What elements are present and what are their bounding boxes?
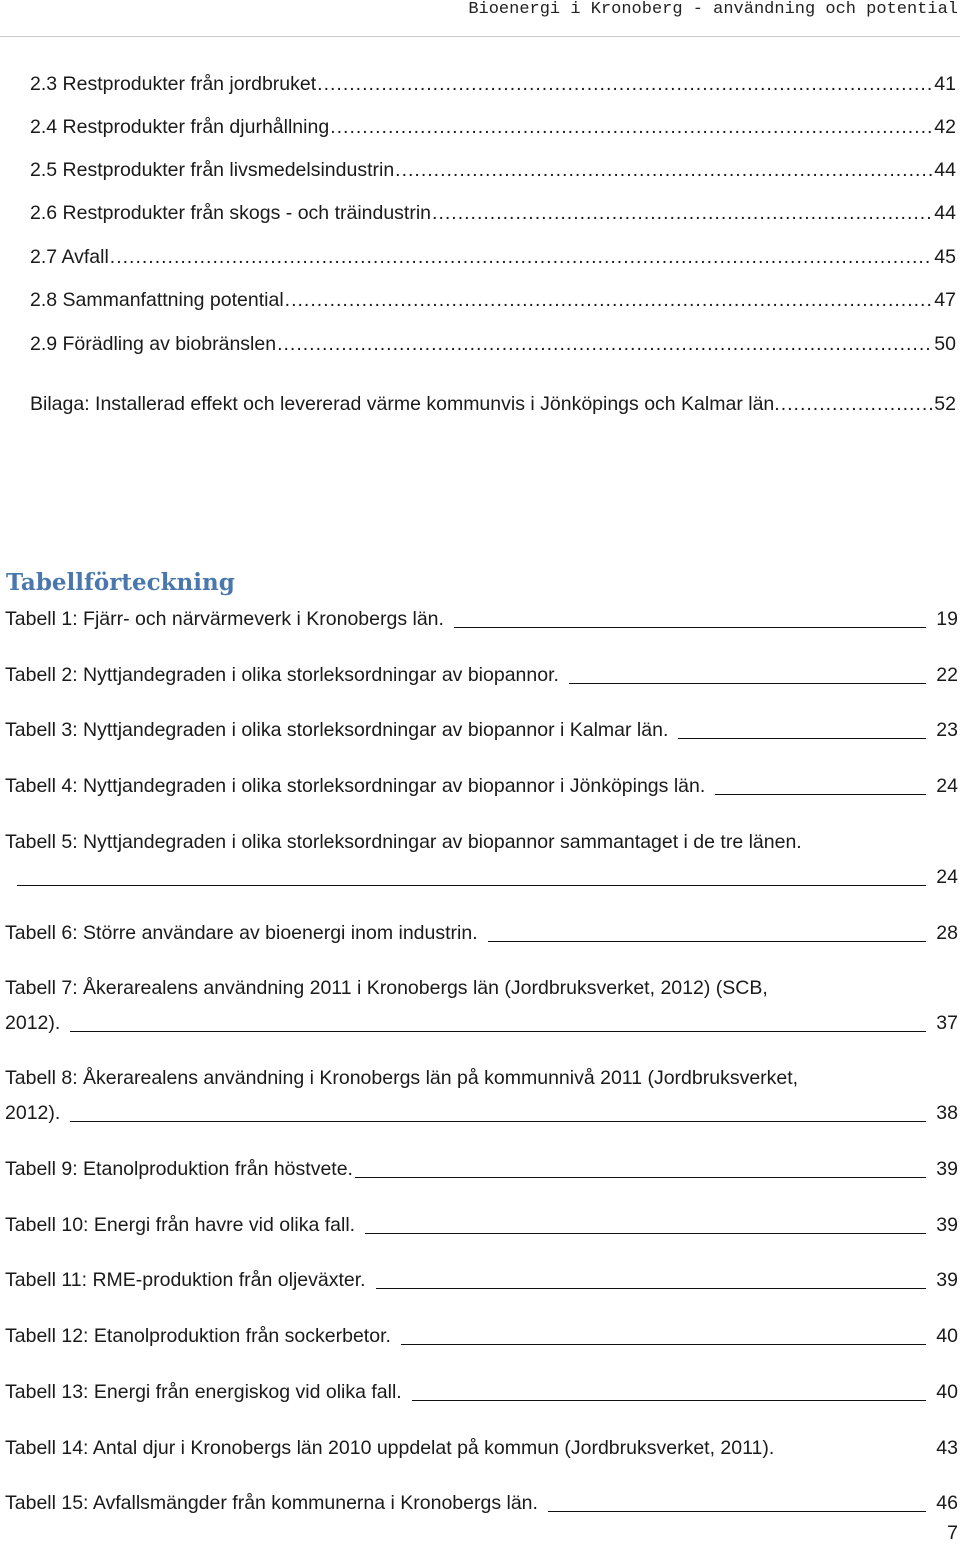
table-entry-text: Tabell 8: Åkerarealens användning i Kronobergs län på kommunnivå 2011 (Jordbruksverket, (5, 1067, 799, 1089)
toc-entry-label: 2.3 Restprodukter från jordbruket (30, 73, 317, 95)
toc-leader-dots (110, 246, 934, 269)
leader-line (70, 1031, 926, 1032)
leader-line (678, 738, 926, 739)
table-entry-text: Tabell 15: Avfallsmängder från kommunerna i Kronobergs län. (5, 1492, 538, 1514)
table-entry-text: Tabell 1: Fjärr- och närvärmeverk i Kronobergs län. (5, 608, 444, 630)
toc-entry[interactable] (30, 246, 956, 272)
toc-leader-dots (395, 159, 933, 182)
table-list-entry[interactable] (5, 1067, 958, 1128)
toc-entry[interactable] (30, 289, 956, 315)
table-entry-page: 46 (936, 1492, 958, 1514)
table-entry-text: Tabell 13: Energi från energiskog vid olika fall. (5, 1381, 402, 1403)
table-entry-text: Tabell 5: Nyttjandegraden i olika storleksordningar av biopannor sammantaget i de tre länen. (5, 831, 802, 853)
table-list-entry[interactable] (5, 775, 958, 801)
table-entry-text: Tabell 2: Nyttjandegraden i olika storleksordningar av biopannor. (5, 664, 559, 686)
table-entry-text: Tabell 9: Etanolproduktion från höstvete. (5, 1158, 353, 1180)
toc-leader-dots (285, 289, 934, 312)
table-entry-text: Tabell 6: Större användare av bioenergi inom industrin. (5, 922, 478, 944)
toc-entry[interactable] (30, 202, 956, 228)
table-list-entry[interactable] (5, 831, 958, 892)
table-list-entry[interactable] (5, 1492, 958, 1518)
leader-line (376, 1288, 927, 1289)
header-divider (0, 36, 960, 37)
table-list-entry[interactable] (5, 1214, 958, 1240)
running-header: Bioenergi i Kronoberg - användning och potential (468, 0, 958, 19)
table-list-entry[interactable] (5, 1381, 958, 1407)
toc-entry-page: 42 (934, 116, 956, 138)
table-entry-page: 24 (936, 866, 958, 888)
table-entry-page: 23 (936, 719, 958, 741)
leader-line (488, 941, 927, 942)
leader-line (412, 1400, 927, 1401)
table-list-entry[interactable] (5, 1269, 958, 1295)
table-list-entry[interactable] (5, 1325, 958, 1351)
table-entry-text-cont: 2012). (5, 1012, 61, 1034)
table-entry-text-cont: 2012). (5, 1102, 61, 1124)
table-list-entry[interactable] (5, 664, 958, 690)
table-entry-page: 39 (936, 1214, 958, 1236)
toc-leader-dots (781, 393, 934, 416)
table-entry-page: 40 (936, 1325, 958, 1347)
table-entry-page: 39 (936, 1269, 958, 1291)
table-entry-text: Tabell 3: Nyttjandegraden i olika storleksordningar av biopannor i Kalmar län. (5, 719, 669, 741)
table-entry-page: 19 (936, 608, 958, 630)
table-entry-text: Tabell 14: Antal djur i Kronobergs län 2010 uppdelat på kommun (Jordbruksverket, 2011). (5, 1437, 775, 1459)
table-entry-page: 22 (936, 664, 958, 686)
leader-line (715, 794, 926, 795)
table-entry-text: Tabell 7: Åkerarealens användning 2011 i Kronobergs län (Jordbruksverket, 2012) (SCB, (5, 977, 768, 999)
table-entry-text: Tabell 12: Etanolproduktion från sockerbetor. (5, 1325, 391, 1347)
list-of-tables-heading: Tabellförteckning (6, 569, 235, 596)
table-entry-text: Tabell 10: Energi från havre vid olika fall. (5, 1214, 356, 1236)
table-entry-page: 38 (936, 1102, 958, 1124)
leader-line (454, 627, 926, 628)
table-entry-text: Tabell 4: Nyttjandegraden i olika storleksordningar av biopannor i Jönköpings län. (5, 775, 706, 797)
toc-entry-label: 2.8 Sammanfattning potential (30, 289, 284, 311)
table-entry-page: 40 (936, 1381, 958, 1403)
table-list-entry[interactable] (5, 1437, 958, 1463)
toc-entry[interactable] (30, 393, 956, 419)
table-entry-page: 24 (936, 775, 958, 797)
table-entry-page: 28 (936, 922, 958, 944)
table-list-entry[interactable] (5, 922, 958, 948)
toc-entry-page: 47 (934, 289, 956, 311)
toc-entry-page: 52 (934, 393, 956, 415)
toc-entry-label: 2.5 Restprodukter från livsmedelsindustrin (30, 159, 395, 181)
toc-entry[interactable] (30, 73, 956, 99)
table-entry-page: 39 (936, 1158, 958, 1180)
table-list-entry[interactable] (5, 608, 958, 634)
toc-entry-label: 2.9 Förädling av biobränslen (30, 333, 277, 355)
page-number: 7 (947, 1522, 958, 1544)
toc-leader-dots (432, 202, 933, 225)
toc-leader-dots (317, 73, 933, 96)
toc-entry-label: Bilaga: Installerad effekt och levererad värme kommunvis i Jönköpings och Kalmar län. (30, 393, 780, 415)
toc-entry-label: 2.7 Avfall (30, 246, 109, 268)
leader-line (569, 683, 926, 684)
toc-entry[interactable] (30, 116, 956, 142)
leader-line (17, 885, 926, 886)
toc-entry[interactable] (30, 333, 956, 359)
table-entry-page: 37 (936, 1012, 958, 1034)
table-list-entry[interactable] (5, 719, 958, 745)
toc-entry[interactable] (30, 159, 956, 185)
toc-leader-dots (277, 333, 933, 356)
toc-entry-label: 2.4 Restprodukter från djurhållning (30, 116, 330, 138)
leader-line (548, 1511, 926, 1512)
leader-line (401, 1344, 926, 1345)
toc-entry-page: 45 (934, 246, 956, 268)
table-list-entry[interactable] (5, 1158, 958, 1184)
toc-entry-page: 44 (934, 159, 956, 181)
table-entry-text: Tabell 11: RME-produktion från oljeväxter. (5, 1269, 366, 1291)
leader-line (355, 1177, 926, 1178)
leader-line (70, 1121, 926, 1122)
table-list-entry[interactable] (5, 977, 958, 1038)
leader-line (365, 1233, 926, 1234)
toc-entry-page: 44 (934, 202, 956, 224)
toc-leader-dots (330, 116, 933, 139)
toc-entry-page: 41 (934, 73, 956, 95)
toc-entry-page: 50 (934, 333, 956, 355)
toc-entry-label: 2.6 Restprodukter från skogs - och träindustrin (30, 202, 432, 224)
table-entry-page: 43 (936, 1437, 958, 1459)
